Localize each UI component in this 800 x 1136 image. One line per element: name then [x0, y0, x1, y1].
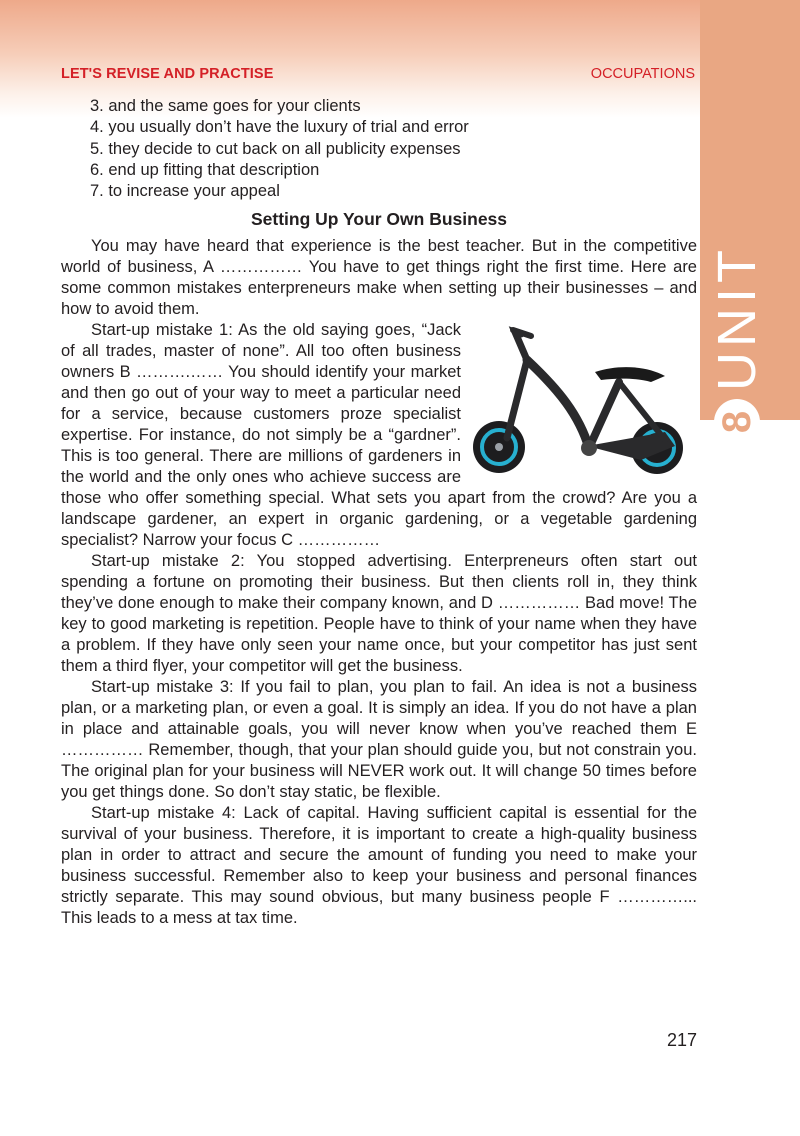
article-title: Setting Up Your Own Business: [250, 209, 508, 229]
option-item: 6. end up fitting that description: [90, 160, 320, 179]
option-item: 7. to increase your appeal: [90, 182, 280, 201]
options-list: [90, 96, 469, 202]
paragraph-intro: You may have heard that experience is the best teacher. But in the competitive world of business, A …………… You have to get things right the first time. Here are some common mistakes enterpreneurs make when setting up their businesses – and how to avoid them.: [61, 237, 697, 318]
option-item: 4. you usually don’t have the luxury of trial and error: [90, 118, 469, 137]
article-body: [61, 236, 697, 929]
unit-word: UNIT: [707, 245, 767, 391]
unit-number: 8: [714, 399, 760, 445]
option-item: 5. they decide to cut back on all publicity expenses: [90, 139, 461, 158]
electric-bike-illustration: [469, 320, 697, 488]
section-header: LET'S REVISE AND PRACTISE: [61, 66, 274, 82]
topic-header: OCCUPATIONS: [590, 66, 695, 82]
paragraph-mistake-2: Start-up mistake 2: You stopped advertising. Enterpreneurs often start out spending a fortune on promoting their business. But then clients roll in, they think they’ve done enough to make their company known, and D …………… Bad move! The key to good marketing is repetition. People have to think of your name when they have a problem. If they have only seen your name once, but your competitor has just sent them a third flyer, your competitor will get the business.: [61, 552, 697, 675]
page-number: 217: [666, 1030, 697, 1050]
option-item: 3. and the same goes for your clients: [90, 97, 361, 115]
bicycle-image: [469, 320, 697, 488]
paragraph-mistake-3: Start-up mistake 3: If you fail to plan, you plan to fail. An idea is not a business plan, or a marketing plan, or even a goal. It is simply an idea. If you do not have a plan in place and attainable goals, you will never know when you’ve reached them E …………… Remember, though, that your plan should guide you, but not constrain you. The original plan for your business will NEVER work out. It will change 50 times before you get things done. So don’t stay static, be flexible.: [61, 678, 697, 801]
paragraph-mistake-4: Start-up mistake 4: Lack of capital. Having sufficient capital is essential for the survival of your business. Therefore, it is important to create a high-quality business plan in order to attract and secure the amount of funding you need to make your business successful. Remember also to keep your business and personal finances strictly separate. This may sound obvious, but many business people F …………... This leads to a mess at tax time.: [61, 804, 697, 927]
paragraph-mistake-1: Start-up mistake 1: As the old saying goes, “Jack of all trades, master of none”. All too often business owners B ……….…… You should identify your market and then go out of your way to meet a particular need for a service, because customers proze specialist expertise. For instance, do not simply be a “gardner”. This is too general. There are millions of gardeners in the world and the only ones who achieve success are those who offer something special. What sets you apart from the crowd? Are you a landscape gardener, an expert in organic gardening, or a vegetable gardening specialist? Narrow your focus C ……………: [61, 321, 697, 549]
